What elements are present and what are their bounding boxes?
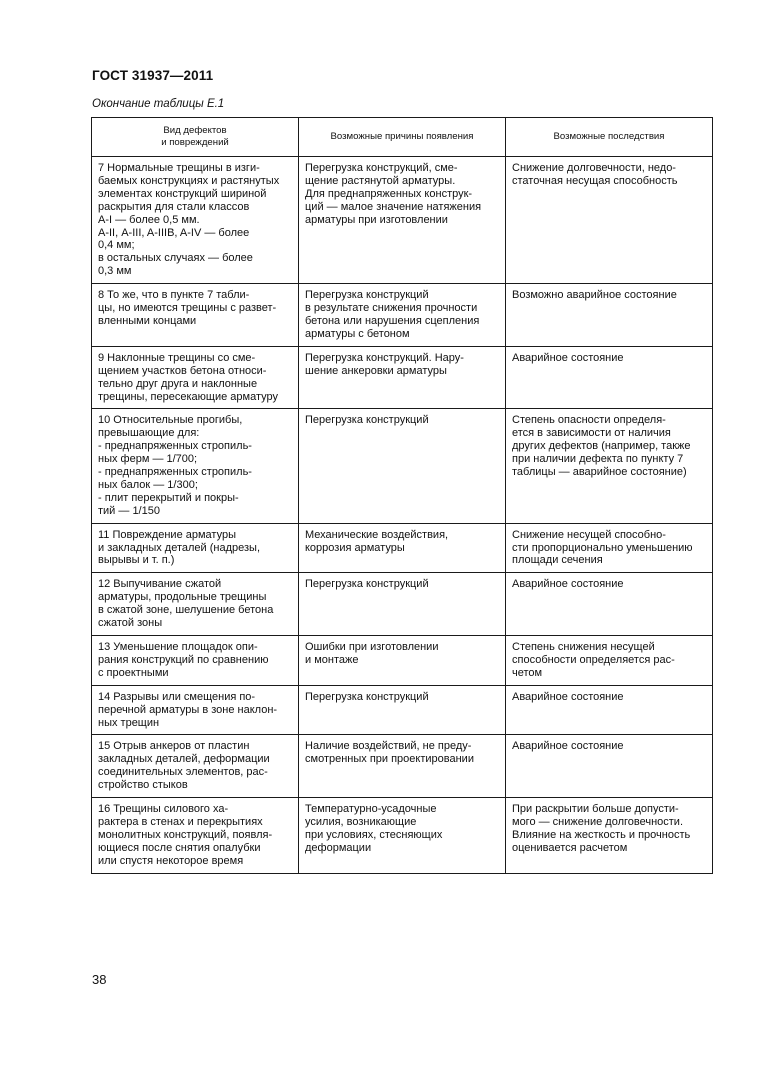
cell-cause: Перегрузка конструкций. Нару- шение анкеровки арматуры	[299, 346, 506, 409]
cell-defect: 14 Разрывы или смещения по- перечной арматуры в зоне наклон- ных трещин	[92, 685, 299, 735]
table-caption: Окончание таблицы Е.1	[92, 98, 225, 110]
defects-table	[91, 117, 713, 874]
cell-consequence: Аварийное состояние	[506, 573, 713, 636]
cell-defect: 12 Выпучивание сжатой арматуры, продольные трещины в сжатой зоне, шелушение бетона сжатой зоны	[92, 573, 299, 636]
cell-defect: 16 Трещины силового ха- рактера в стенах и перекрытиях монолитных конструкций, появля- ющиеся после снятия опалубки или спустя некоторое время	[92, 798, 299, 874]
cell-consequence: Аварийное состояние	[506, 346, 713, 409]
cell-cause: Температурно-усадочные усилия, возникающие при условиях, стесняющих деформации	[299, 798, 506, 874]
cell-consequence: Возможно аварийное состояние	[506, 284, 713, 347]
cell-cause: Перегрузка конструкций	[299, 573, 506, 636]
cell-cause: Ошибки при изготовлении и монтаже	[299, 636, 506, 686]
cell-cause: Наличие воздействий, не преду- смотренных при проектировании	[299, 735, 506, 798]
table-row	[92, 735, 713, 798]
cell-defect: 13 Уменьшение площадок опи- рания конструкций по сравнению с проектными	[92, 636, 299, 686]
cell-consequence: Снижение несущей способно- сти пропорционально уменьшению площади сечения	[506, 523, 713, 573]
cell-cause: Перегрузка конструкций	[299, 685, 506, 735]
table-row	[92, 685, 713, 735]
cell-defect: 8 То же, что в пункте 7 табли- цы, но имеются трещины с развет- вленными концами	[92, 284, 299, 347]
cell-consequence: Степень снижения несущей способности определяется рас- четом	[506, 636, 713, 686]
cell-defect: 11 Повреждение арматуры и закладных деталей (надрезы, вырывы и т. п.)	[92, 523, 299, 573]
cell-consequence: Аварийное состояние	[506, 735, 713, 798]
cell-cause: Перегрузка конструкций	[299, 409, 506, 523]
cell-defect: 7 Нормальные трещины в изги- баемых конструкциях и растянутых элементах конструкций шириной раскрытия для стали классов A-I — более 0,5 мм. А-II, А-III, A-IIIB, A-IV — более 0,4 мм; в остальных случаях — более 0,3 мм	[92, 157, 299, 284]
cell-cause: Перегрузка конструкций в результате снижения прочности бетона или нарушения сцепления арматуры с бетоном	[299, 284, 506, 347]
table-row	[92, 636, 713, 686]
header-possible-causes: Возможные причины появления	[299, 118, 506, 157]
header-possible-consequences: Возможные последствия	[506, 118, 713, 157]
header-defect-type: Вид дефектов и повреждений	[92, 118, 299, 157]
document-header: ГОСТ 31937—2011	[92, 68, 214, 83]
cell-consequence: Аварийное состояние	[506, 685, 713, 735]
cell-defect: 9 Наклонные трещины со сме- щением участков бетона относи- тельно друг друга и наклонные трещины, пересекающие арматуру	[92, 346, 299, 409]
cell-defect: 10 Относительные прогибы, превышающие для: - преднапряженных стропиль- ных ферм — 1/700; - преднапряженных стропиль- ных балок — 1/300; - плит перекрытий и покры- тий — 1/150	[92, 409, 299, 523]
table-row	[92, 157, 713, 284]
cell-consequence: При раскрытии больше допусти- мого — снижение долговечности. Влияние на жесткость и прочность оценивается расчетом	[506, 798, 713, 874]
table-row	[92, 346, 713, 409]
cell-cause: Перегрузка конструкций, сме- щение растянутой арматуры. Для преднапряженных конструк- ций — малое значение натяжения арматуры при изготовлении	[299, 157, 506, 284]
cell-consequence: Степень опасности определя- ется в зависимости от наличия других дефектов (например, также при наличии дефекта по пункту 7 таблицы — аварийное состояние)	[506, 409, 713, 523]
table-row	[92, 284, 713, 347]
table-row	[92, 409, 713, 523]
cell-defect: 15 Отрыв анкеров от пластин закладных деталей, деформации соединительных элементов, рас- стройство стыков	[92, 735, 299, 798]
table-row	[92, 573, 713, 636]
table-row	[92, 798, 713, 874]
cell-consequence: Снижение долговечности, недо- статочная несущая способность	[506, 157, 713, 284]
table-row	[92, 523, 713, 573]
cell-cause: Механические воздействия, коррозия арматуры	[299, 523, 506, 573]
table-header-row	[92, 118, 713, 157]
page-number: 38	[92, 972, 107, 987]
